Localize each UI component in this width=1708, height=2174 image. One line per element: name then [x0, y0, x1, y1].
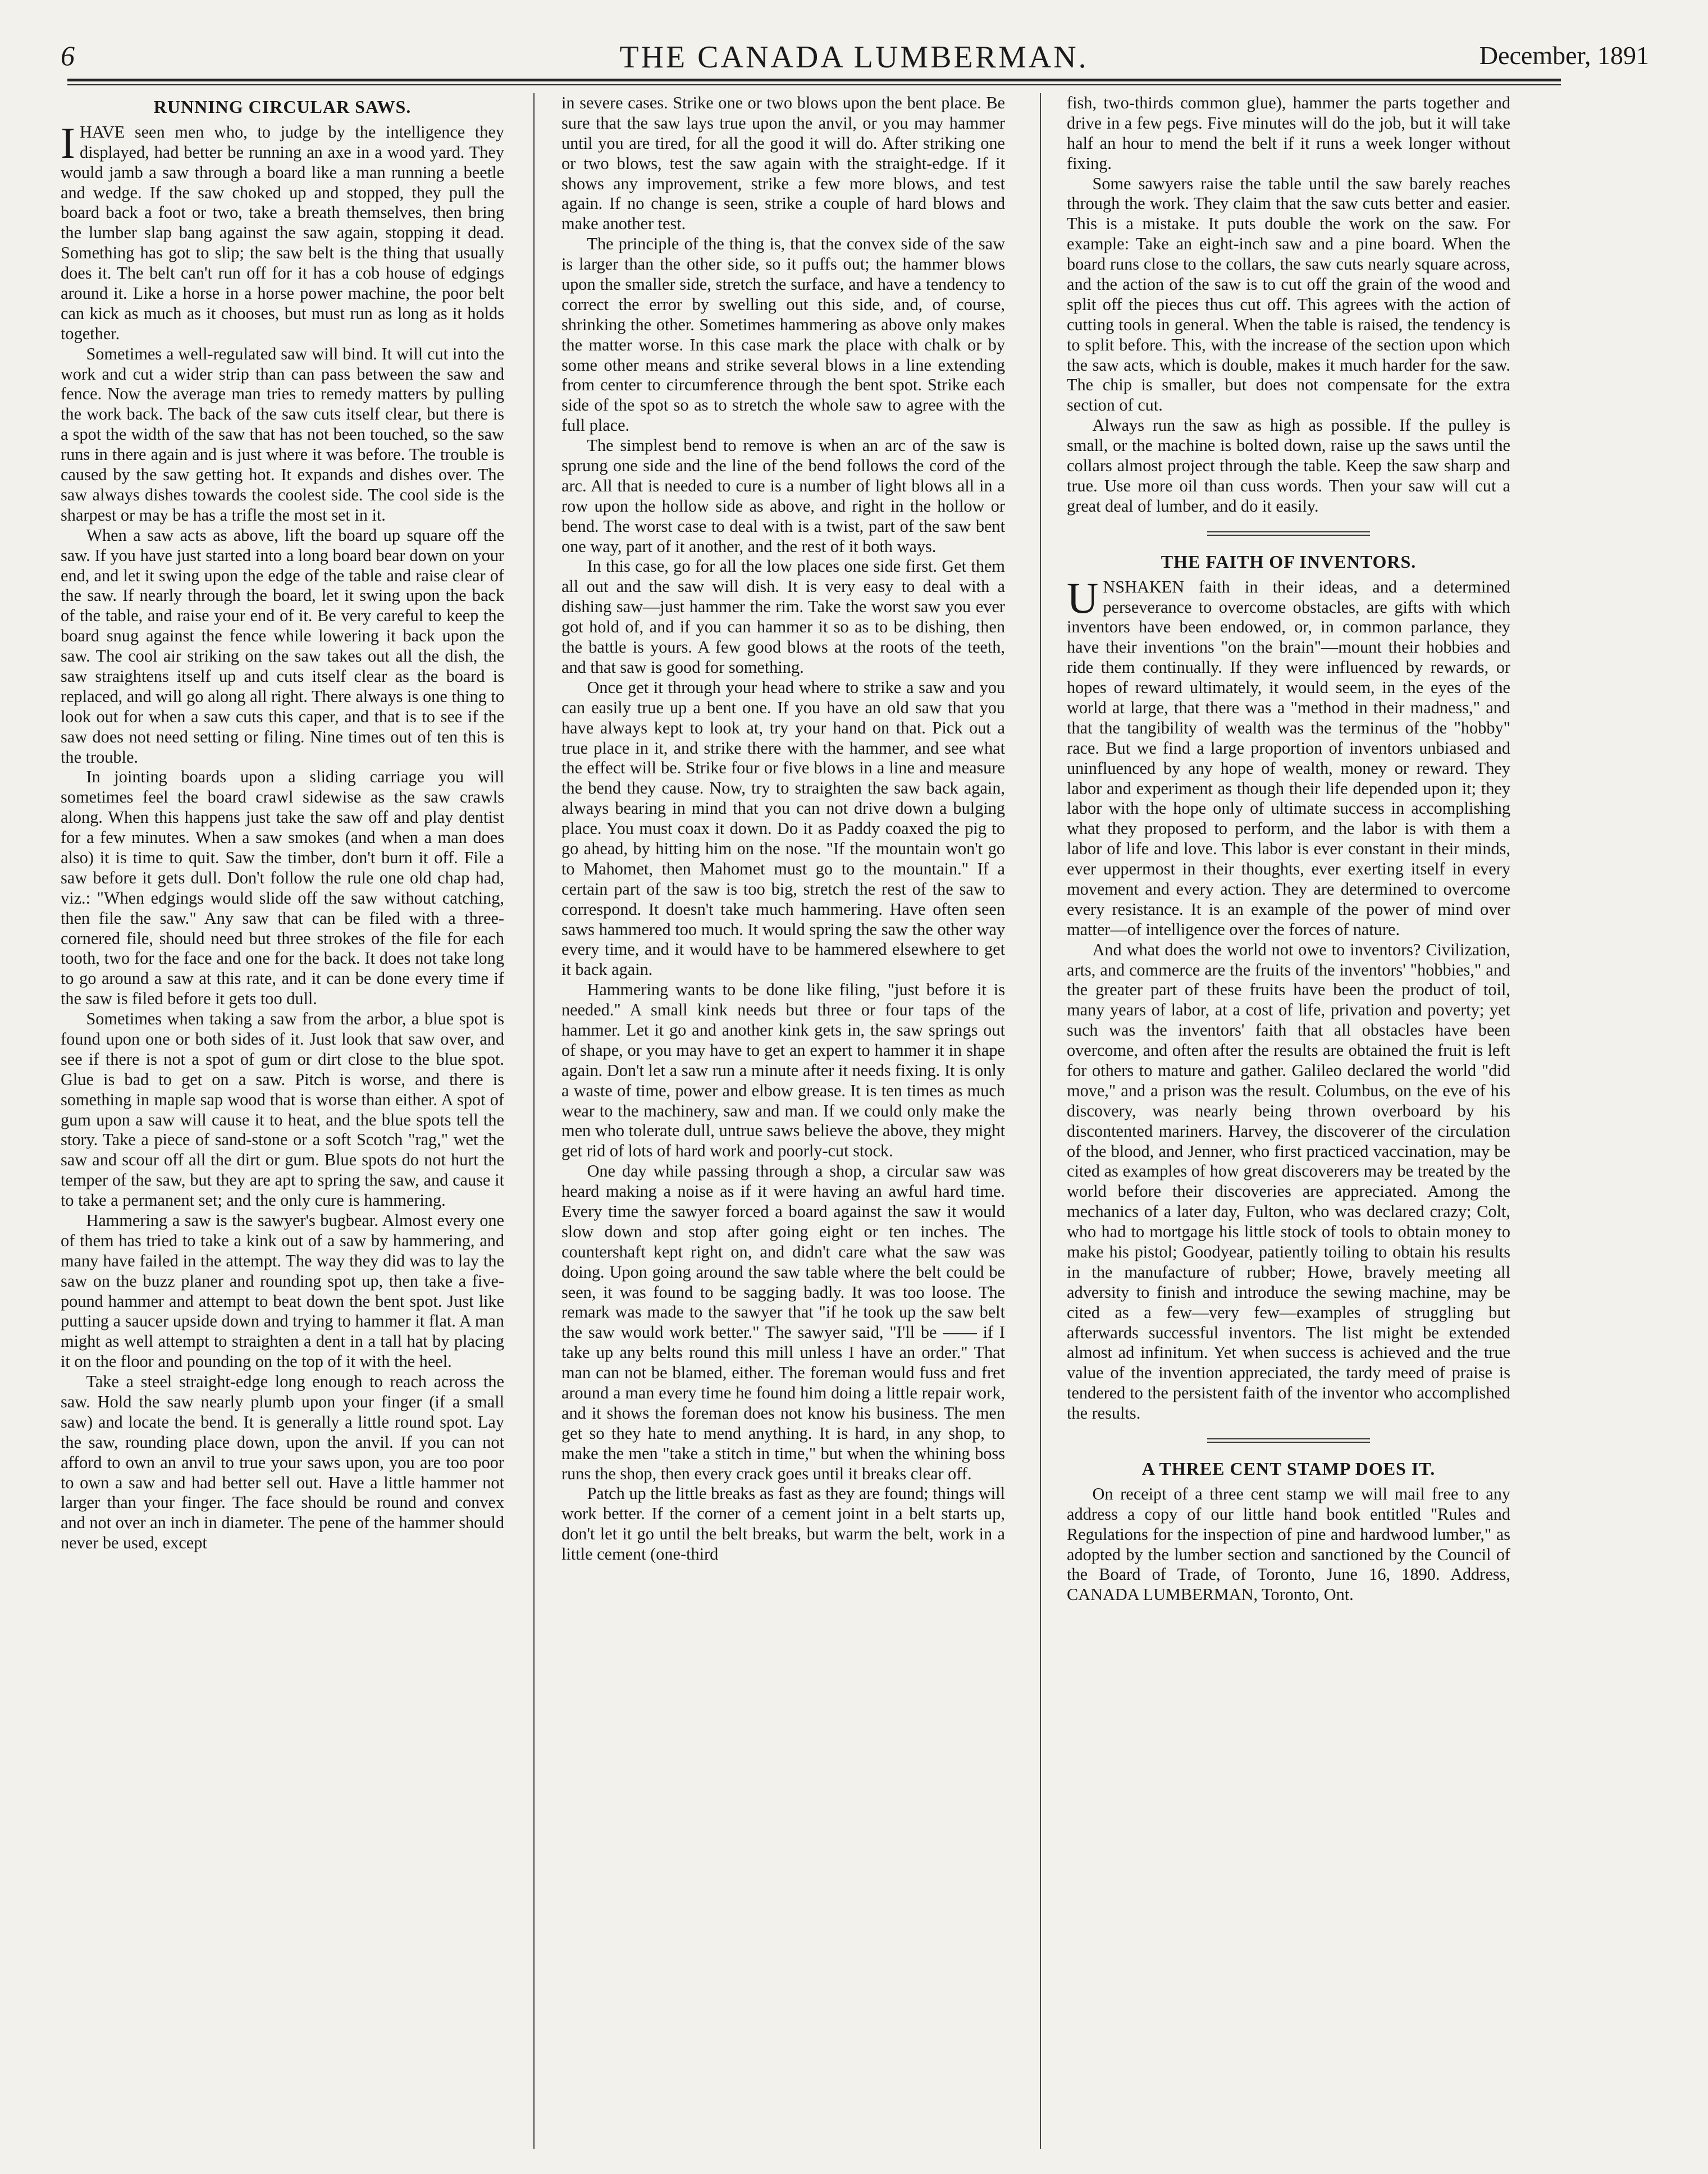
article-paragraph: Hammering a saw is the sawyer's bugbear. Almost every one of them has tried to take a kink out of a saw by hammering, and many have failed in the attempt. The way they did was to lay the saw on the buzz planer and rounding spot up, then take a five-pound hammer and attempt to beat down the bent spot. Just like putting a saucer upside down and trying to hammer it flat. A man might as well attempt to straighten a dent in a tall hat by placing it on the floor and pounding on the top of it with the heel.	[61, 1211, 504, 1371]
article-paragraph: fish, two-thirds common glue), hammer the parts together and drive in a few pegs. Five minutes will do the job, but it will take half an hour to mend the belt if it runs a week longer without fixing.	[1067, 93, 1510, 173]
article-paragraph: Take a steel straight-edge long enough to reach across the saw. Hold the saw nearly plumb upon your finger (if a small saw) and locate the bend. It is generally a little round spot. Lay the saw, rounding place down, upon the anvil. If you can not afford to own an anvil to true your saws upon, you are too poor to own a saw and had better sell out. Have a little hammer not larger than your finger. The face should be round and convex and not over an inch in diameter. The pene of the hammer should never be used, except	[61, 1372, 504, 1553]
article-paragraph: When a saw acts as above, lift the board up square off the saw. If you have just started into a long board bear down on your end, and let it swing upon the edge of the table and raise clear of the saw. If nearly through the board, let it swing upon the back of the table, and raise your end of it. Be very careful to keep the board snug against the fence while lowering it back upon the saw. The cool air striking on the saw takes out all the dish, the saw straightens itself up and cuts itself clear as the board is replaced, and will go along all right. There always is one thing to look out for when a saw cuts this caper, and that is to see if the saw does not need setting or filing. Nine times out of ten this is the trouble.	[61, 525, 504, 767]
article-paragraph: Sometimes a well-regulated saw will bind. It will cut into the work and cut a wider strip than can pass between the saw and fence. Now the average man tries to remedy matters by pulling the work back. The back of the saw cuts itself clear, but there is a spot the width of the saw that has not been touched, so the saw runs in there again and is just where it was before. The trouble is caused by the saw getting hot. It expands and dishes over. The saw always dishes towards the coolest side. The cool side is the sharpest or may be has a trifle the most set in it.	[61, 344, 504, 525]
article-paragraph: Some sawyers raise the table until the saw barely reaches through the work. They claim that the saw cuts better and easier. This is a mistake. It puts double the work on the saw. For example: Take an eight-inch saw and a pine board. When the board runs close to the collars, the saw cuts nearly square across, and the action of the saw is to cut off the grain of the wood and split off the pieces thus cut off. This agrees with the action of cutting tools in general. When the table is raised, the tendency is to split before. This, with the increase of the section upon which the saw acts, which is double, makes it much harder for the saw. The chip is smaller, but does not compensate for the extra section of cut.	[1067, 174, 1510, 415]
page-number: 6	[61, 40, 75, 71]
header-rule	[67, 79, 1561, 81]
article-title: THE FAITH OF INVENTORS.	[1161, 551, 1417, 572]
section-divider	[1207, 535, 1370, 536]
article-paragraph: Patch up the little breaks as fast as they are found; things will work better. If the corner of a cement joint in a belt starts up, don't let it go until the belt breaks, but warm the belt, work in a little cement (one-third	[561, 1484, 1005, 1564]
masthead-title: THE CANADA LUMBERMAN.	[619, 40, 1089, 75]
drop-cap: I	[61, 118, 75, 167]
article-paragraph: The simplest bend to remove is when an arc of the saw is sprung one side and the line of the bend follows the cord of the arc. All that is needed to cure is a number of light blows all in a row upon the hollow side as above, and right in the hollow or bend. The worst case to deal with is a twist, part of the saw bent one way, part of it another, and the rest of it both ways.	[561, 436, 1005, 556]
article-paragraph: One day while passing through a shop, a circular saw was heard making a noise as if it were having an awful hard time. Every time the sawyer forced a board against the saw it would slow down and stop after going eight or ten inches. The countershaft kept right on, and didn't care what the saw was doing. Upon going around the saw table where the belt could be seen, it was found to be sagging badly. It was too loose. The remark was made to the sawyer that "if he took up the saw belt the saw would work better." The sawyer said, "I'll be —— if I take up any belts round this mill unless I have an order." That man can not be blamed, either. The foreman would fuss and fret around a man every time he found him doing a little repair work, and it shows the foreman does not know his business. The men get so they hate to mend anything. It is hard, in any shop, to make the men "take a stitch in time," but when the whining boss runs the shop, then every crack goes until it breaks clear off.	[561, 1161, 1005, 1483]
column-1	[61, 93, 504, 2149]
article-paragraph: In this case, go for all the low places one side first. Get them all out and the saw will dish. It is very easy to deal with a dishing saw—just hammer the rim. Take the worst saw you ever got hold of, and if you can hammer it so as to be dishing, then the battle is yours. A few good blows at the roots of the teeth, and that saw is good for something.	[561, 557, 1005, 677]
article-title: RUNNING CIRCULAR SAWS.	[153, 97, 412, 117]
section-divider	[1207, 1438, 1370, 1439]
article-paragraph: Sometimes when taking a saw from the arbor, a blue spot is found upon one or both sides of it. Just look that saw over, and see if there is not a spot of gum or dirt close to the blue spot. Glue is bad to get on a saw. Pitch is worse, and there is something in maple sap wood that is worse than either. A spot of gum upon a saw will cause it to heat, and the blue spots tell the story. Take a piece of sand-stone or a soft Scotch "rag," wet the saw and scour off all the dirt or gum. Blue spots do not hurt the temper of the saw, but they are apt to spring the saw, and cause it to take a permanent set; and the only cure is hammering.	[61, 1009, 504, 1210]
column-2	[561, 93, 1005, 2149]
drop-cap: U	[1067, 573, 1099, 622]
article-paragraph: Always run the saw as high as possible. If the pulley is small, or the machine is bolted down, raise up the saws until the collars almost project through the table. Keep the saw sharp and true. Use more oil than cuss words. Then your saw will cut a great deal of lumber, and do it easily.	[1067, 416, 1510, 516]
column-3	[1067, 93, 1510, 2149]
header-rule-thin	[67, 84, 1561, 85]
article-paragraph: On receipt of a three cent stamp we will mail free to any address a copy of our little hand book entitled "Rules and Regulations for the inspection of pine and hardwood lumber," as adopted by the lumber section and sanctioned by the Council of the Board of Trade, of Toronto, June 16, 1890. Address, CANADA LUMBERMAN, Toronto, Ont.	[1067, 1484, 1510, 1605]
section-divider	[1207, 1442, 1370, 1443]
issue-date: December, 1891	[1479, 41, 1649, 70]
article-paragraph: In jointing boards upon a sliding carriage you will sometimes feel the board crawl sidewise as the saw crawls along. When this happens just take the saw off and play dentist for a few minutes. When a saw smokes (and when a man does also) it is time to quit. Saw the timber, don't burn it off. File a saw before it gets dull. Don't follow the rule one old chap had, viz.: "When edgings would slide off the saw without catching, then file the saw." Any saw that can be filed with a three-cornered file, should need but three strokes of the file for each tooth, two for the face and one for the back. It does not take long to go around a saw at this rate, and it can be done every time if the saw is filed before it gets too dull.	[61, 767, 504, 1009]
column-divider	[1040, 93, 1041, 2149]
article-paragraph: Hammering wants to be done like filing, "just before it is needed." A small kink needs but three or four taps of the hammer. Let it go and another kink gets in, the saw springs out of shape, or you may have to get an expert to hammer it in shape again. Don't let a saw run a minute after it needs fixing. It is only a waste of time, power and elbow grease. It is ten times as much wear to the machinery, saw and man. If we could only make the men who tolerate dull, untrue saws believe the above, they might get rid of lots of hard work and poorly-cut stock.	[561, 980, 1005, 1161]
article-paragraph: UNSHAKEN faith in their ideas, and a determined perseverance to overcome obstacles, are gifts with which inventors have been endowed, or, in common parlance, they have their inventions "on the brain"—mount their hobbies and ride them continually. If they were influenced by rewards, or hopes of reward ultimately, it would seem, in the eyes of the world at large, that there was a "method in their madness," and that the tangibility of wealth was the terminus of the "hobby" race. But we find a large proportion of inventors unbiased and uninfluenced by any hope of wealth, money or reward. They labor and experiment as though their life depended upon it; they labor with the hope only of ultimate success in accomplishing what they proposed to perform, and the labor is with them a labor of life and love. This labor is ever constant in their minds, ever uppermost in their thoughts, ever exerting itself in every movement and every action. They are determined to overcome every resistance. It is an example of the power of mind over matter—of intelligence over the forces of nature.	[1067, 573, 1510, 939]
article-paragraph: Once get it through your head where to strike a saw and you can easily true up a bent one. If you have an old saw that you have always kept to look at, try your hand on that. Pick out a true place in it, and strike there with the hammer, and see what the effect will be. Strike four or five blows in a line and measure the bend they cause. Now, try to straighten the saw back again, always bearing in mind that you can not drive down a bulging place. You must coax it down. Do it as Paddy coaxed the pig to go ahead, by hitting him on the nose. "If the mountain won't go to Mahomet, then Mahomet must go to the mountain." If a certain part of the saw is too big, stretch the rest of the saw to correspond. It doesn't take much hammering. Have often seen saws hammered too much. It would spring the saw the other way every time, and it would have to be hammered elsewhere to get it back again.	[561, 677, 1005, 979]
section-divider	[1207, 531, 1370, 532]
page-header	[0, 0, 1708, 84]
column-divider	[533, 93, 535, 2149]
article-paragraph: And what does the world not owe to inventors? Civilization, arts, and commerce are the fruits of the inventors' "hobbies," and the greater part of these fruits have been the product of toil, many years of labor, at a cost of life, privation and poverty; yet such was the inventors' faith that all obstacles have been overcome, and often after the results are obtained the fruit is left for others to mature and gather. Galileo declared the world "did move," and a prison was the result. Columbus, on the eve of his discovery, was nearly being thrown overboard by his discontented mariners. Harvey, the discoverer of the circulation of the blood, and Jenner, who first practiced vaccination, may be cited as examples of how great discoverers may be treated by the world before their discoveries are appreciated. Among the mechanics of a later day, Fulton, who was declared crazy; Colt, who had to mortgage his little stock of tools to obtain money to make his pistol; Goodyear, patiently toiling to obtain his results in the manufacture of rubber; Howe, bravely meeting all adversity to finish and introduce the sewing machine, may be cited as a few—very few—examples of struggling but afterwards successful inventors. The list might be extended almost ad infinitum. Yet when success is achieved and the true value of the invention appreciated, the tardy meed of praise is tendered to the persistent faith of the inventor who accomplished the results.	[1067, 940, 1510, 1423]
article-title: A THREE CENT STAMP DOES IT.	[1141, 1459, 1436, 1479]
article-paragraph: The principle of the thing is, that the convex side of the saw is larger than the other side, so it puffs out; the hammer blows upon the smaller side, stretch the surface, and have a tendency to correct the error by swelling out this side, and, of course, shrinking the other. Sometimes hammering as above only makes the matter worse. In this case mark the place with chalk or by some other means and strike several blows in a line extending from center to circumference through the bent spot. Strike each side of the spot so as to stretch the whole saw to agree with the full place.	[561, 234, 1005, 435]
article-paragraph: IHAVE seen men who, to judge by the intelligence they displayed, had better be running an axe in a wood yard. They would jamb a saw through a board like a man running a beetle and wedge. If the saw choked up and stopped, they pull the board back a foot or two, take a breath themselves, then bring the lumber slap bang against the saw again, stopping it dead. Something has got to slip; the saw belt is the thing that usually does it. The belt can't run off for it has a cob house of edgings around it. Like a horse in a horse power machine, the poor belt can kick as much as it chooses, but must run as long as it holds together.	[61, 118, 504, 343]
article-paragraph: in severe cases. Strike one or two blows upon the bent place. Be sure that the saw lays true upon the anvil, or you may hammer until you are tired, for all the good it will do. After striking one or two blows, test the saw again with the straight-edge. If it shows any improvement, strike a few more blows, and test again. If no change is seen, strike a couple of hard blows and make another test.	[561, 93, 1005, 234]
